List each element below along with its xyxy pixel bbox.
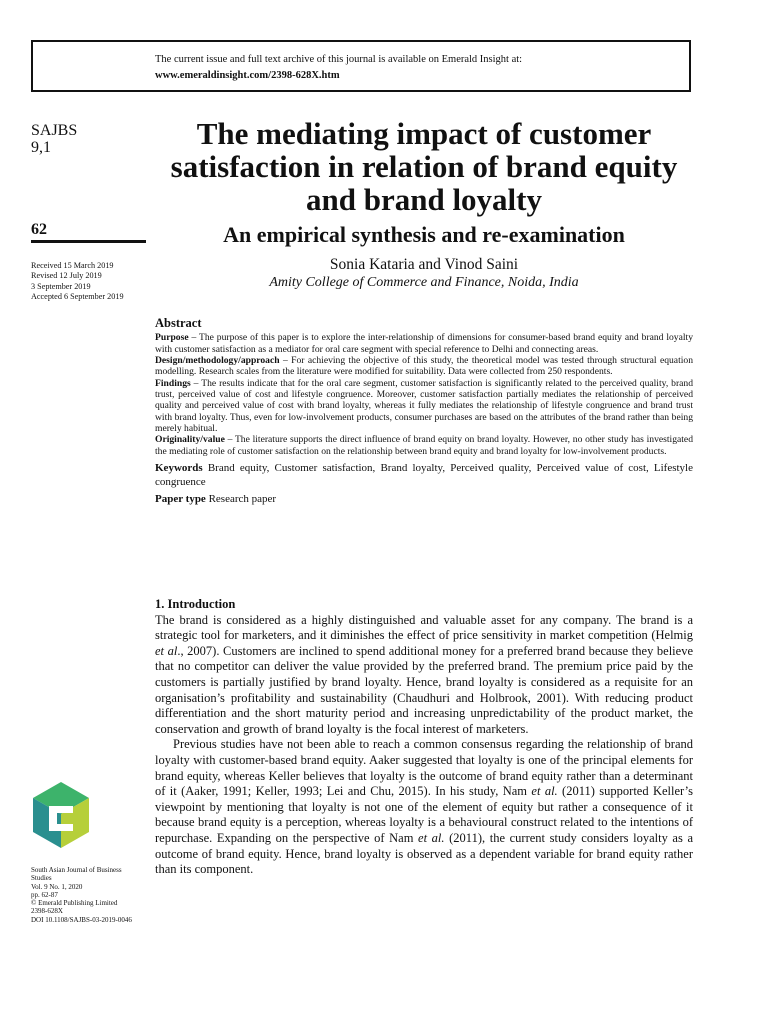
- intro-paragraph-2: Previous studies have not been able to reach a common consensus regarding the relationship of brand loyalty with customer-based brand equity. Aaker suggested that loyalty is one of the principal elements for brand equity, whereas Keller believes that loyalty is the outcome of brand equity rather than a determinant of it (Aaker, 1991; Keller, 1993; Lei and Chu, 2015). In his study, Nam et al. (2011) supported Keller’s viewpoint by mentioning that loyalty is not one of the element of equity but rather a consequence of it because brand equity is a perception, whereas loyalty is a behavioural construct related to the intentions of repurchase. Expanding on the perspective of Nam et al. (2011), the current study considers loyalty as a outcome of brand equity. Hence, brand loyalty is observed as a dependent variable for brand equity rather than its component.: [155, 737, 693, 877]
- abstract-paper-type: Paper type Research paper: [155, 493, 277, 506]
- banner-text: The current issue and full text archive of this journal is available on Emerald Insight at:: [155, 54, 523, 65]
- emerald-publisher-logo-icon: [31, 780, 91, 850]
- article-authors: Sonia Kataria and Vinod Saini: [329, 256, 519, 273]
- page-number-rule: [31, 240, 146, 243]
- abstract-keywords: Keywords Brand equity, Customer satisfaction, Brand loyalty, Perceived quality, Perceived value of cost, Lifestyle congruence: [155, 462, 693, 489]
- article-dates: [31, 261, 146, 303]
- journal-abbr: SAJBS: [31, 122, 78, 139]
- article-affiliation: Amity College of Commerce and Finance, Noida, India: [269, 275, 579, 290]
- abstract-purpose: Purpose – The purpose of this paper is to explore the inter-relationship of dimensions for consumer-based brand equity and brand loyalty with customer satisfaction as a mediator for oral care segment with special reference to Delhi and connecting areas.: [155, 332, 693, 355]
- journal-info: [31, 866, 149, 924]
- date-accepted: Accepted 6 September 2019: [31, 292, 124, 302]
- date-received: Received 15 March 2019: [31, 261, 114, 270]
- banner-url[interactable]: www.emeraldinsight.com/2398-628X.htm: [155, 70, 340, 81]
- section-heading: 1. Introduction: [155, 597, 236, 611]
- article-subtitle: An empirical synthesis and re-examination: [223, 222, 625, 247]
- intro-paragraph-1: The brand is considered as a highly distinguished and valuable asset for any company. The brand is a strategic tool for marketers, and it diminishes the effect of price sensitivity in market competition (Helmig et al., 2007). Customers are inclined to spend additional money for a preferred brand because they believe that no competitor can deliver the value provided by the preferred brand. The premium price paid by the customers is partially justified by brand loyalty. Hence, brand loyalty is considered as a requisite for an organisation’s profitability and sustainability (Chaudhuri and Holbrook, 2001). With reducing product differentiation and the short maturity period and increasing unpredictability of the product market, the conservation and growth of brand loyalty is the focal interest of marketers.: [155, 612, 693, 736]
- date-revised-2: 3 September 2019: [31, 281, 91, 291]
- access-banner: [31, 40, 691, 92]
- abstract-heading: Abstract: [155, 316, 202, 330]
- date-revised: Revised 12 July 2019: [31, 271, 102, 281]
- abstract: [155, 318, 693, 506]
- journal-volume: 9,1: [31, 139, 51, 156]
- journal-copyright: © Emerald Publishing Limited: [31, 899, 118, 908]
- introduction-section: [155, 597, 693, 878]
- journal-name: South Asian Journal of Business: [31, 866, 122, 874]
- journal-pages: pp. 62-87: [31, 890, 58, 899]
- page-number: 62: [31, 221, 47, 238]
- journal-name-cont: Studies: [31, 874, 52, 883]
- journal-doi[interactable]: DOI 10.1108/SAJBS-03-2019-0046: [31, 915, 132, 924]
- journal-code: [31, 122, 146, 156]
- abstract-design: Design/methodology/approach – For achieving the objective of this study, the theoretical model was tested through structural equation modelling. Research scales from the literature were modified for suitability. Data were collected from 250 respondents.: [155, 355, 693, 378]
- article-title: The mediating impact of customer satisfaction in relation of brand equity and brand loyalty: [170, 116, 678, 217]
- journal-issn: 2398-628X: [31, 907, 63, 916]
- journal-issue: Vol. 9 No. 1, 2020: [31, 882, 83, 891]
- abstract-findings: Findings – The results indicate that for the oral care segment, customer satisfaction is significantly related to the perceived quality, brand trust, perceived value of cost and lifestyle congruence. Moreover, customer satisfaction partially mediates the relationship of perceived quality and perceived value of cost with brand loyalty, whereas it fully mediates the relationship of lifestyle congruence and brand trust with brand loyalty. Thus, even for low-involvement products, consumer purchases are based on the attributes of the brand rather than being merely habitual.: [155, 377, 693, 435]
- abstract-originality: Originality/value – The literature supports the direct influence of brand equity on brand loyalty. However, no other study has investigated the mediating role of customer satisfaction on the relationship between brand equity and brand loyalty for low-involvement products.: [155, 434, 693, 457]
